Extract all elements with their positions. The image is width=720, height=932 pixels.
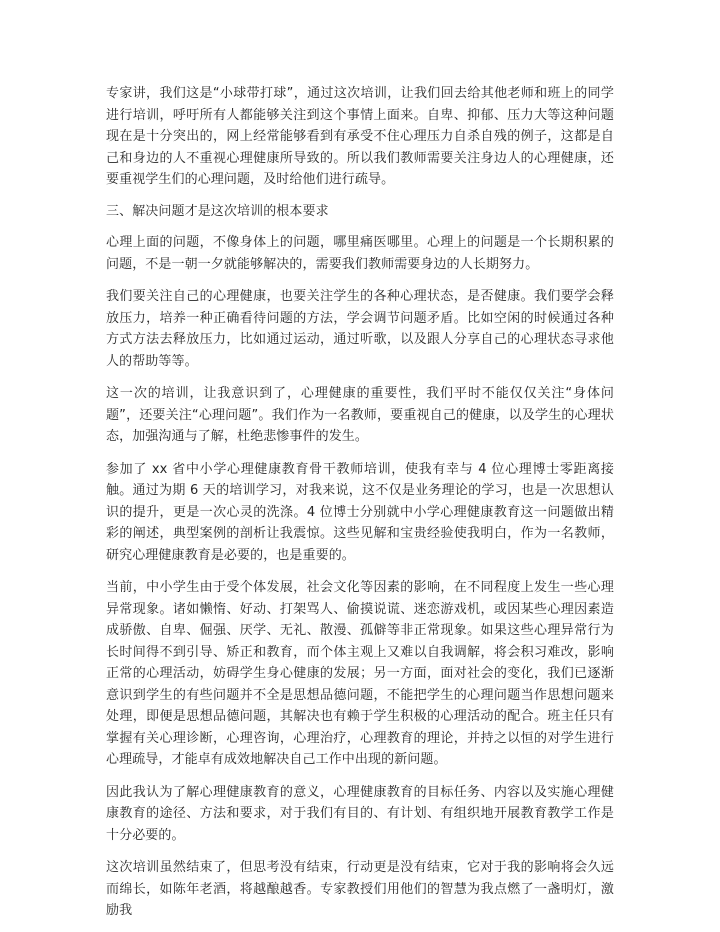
paragraph-training-experience: 参加了 xx 省中小学心理健康教育骨干教师培训，使我有幸与 4 位心理博士零距离接触。通过为期 6 天的培训学习，对我来说，这不仅是业务理论的学习，也是一次思想认识的提升，更是一次心灵的洗涤。4 位博士分别就中小学心理健康教育这一问题做出精彩的阐述，典型案例的剖析让我震惊。这些见解和宝贵经验使我明白，作为一名教师，研究心理健康教育是必要的，也是重要的。 — [106, 461, 614, 563]
section-heading-3: 三、解决问题才是这次培训的根本要求 — [106, 203, 329, 219]
paragraph-conclusion-significance: 因此我认为了解心理健康教育的意义，心理健康教育的目标任务、内容以及实施心理健康教育的途径、方法和要求，对于我们有目的、有计划、有组织地开展教育教学工作是十分必要的。 — [106, 784, 614, 843]
paragraph-intro: 专家讲，我们这是“小球带打球”，通过这次培训，让我们回去给其他老师和班上的同学进行培训，呼吁所有人都能够关注到这个事情上面来。自卑、抑郁、压力大等这种问题现在是十分突出的，网上经常能够看到有承受不住心理压力自杀自残的例子，这都是自己和身边的人不重视心理健康所导致的。所以我们教师需要关注身边人的心理健康，还要重视学生们的心理问题，及时给他们进行疏导。 — [106, 86, 614, 187]
paragraph-closing: 这次培训虽然结束了，但思考没有结束，行动更是没有结束，它对于我的影响将会久远而绵长，如陈年老酒，将越酿越香。专家教授们用他们的智慧为我点燃了一盏明灯，激励我 — [106, 860, 614, 918]
paragraph-importance: 这一次的培训，让我意识到了，心理健康的重要性，我们平时不能仅仅关注“身体问题”，还要关注“心理问题”。我们作为一名教师，要重视自己的健康，以及学生的心理状态，加强沟通与了解，杜绝悲惨事件的发生。 — [106, 386, 614, 444]
paragraph-release-pressure: 我们要关注自己的心理健康，也要关注学生的各种心理状态，是否健康。我们要学会释放压力，培养一种正确看待问题的方法，学会调节问题矛盾。比如空闲的时候通过各种方式方法去释放压力，比如通过运动，通过听歌，以及跟人分享自己的心理状态寻求他人的帮助等等。 — [106, 289, 614, 369]
paragraph-problem-nature: 心理上面的问题，不像身体上的问题，哪里痛医哪里。心理上的问题是一个长期积累的问题，不是一朝一夕就能够解决的，需要我们教师需要身边的人长期努力。 — [106, 235, 614, 272]
paragraph-current-situation: 当前，中小学生由于受个体发展，社会文化等因素的影响，在不同程度上发生一些心理异常现象。诸如懒惰、好动、打架骂人、偷摸说谎、迷恋游戏机，或因某些心理因素造成骄傲、自卑、倔强、厌学、无礼、散漫、孤僻等非正常现象。如果这些心理异常行为长时间得不到引导、矫正和教育，而个体主观上又难以自我调解，将会积习难改，影响正常的心理活动，妨碍学生身心健康的发展；另一方面，面对社会的变化，我们已逐渐意识到学生的有些问题并不全是思想品德问题，不能把学生的心理问题当作思想问题来处理，即便是思想品德问题，其解决也有赖于学生积极的心理活动的配合。班主任只有掌握有关心理诊断，心理咨询，心理治疗，心理教育的理论，并持之以恒的对学生进行心理疏导，才能卓有成效地解决自己工作中出现的新问题。 — [106, 580, 614, 767]
